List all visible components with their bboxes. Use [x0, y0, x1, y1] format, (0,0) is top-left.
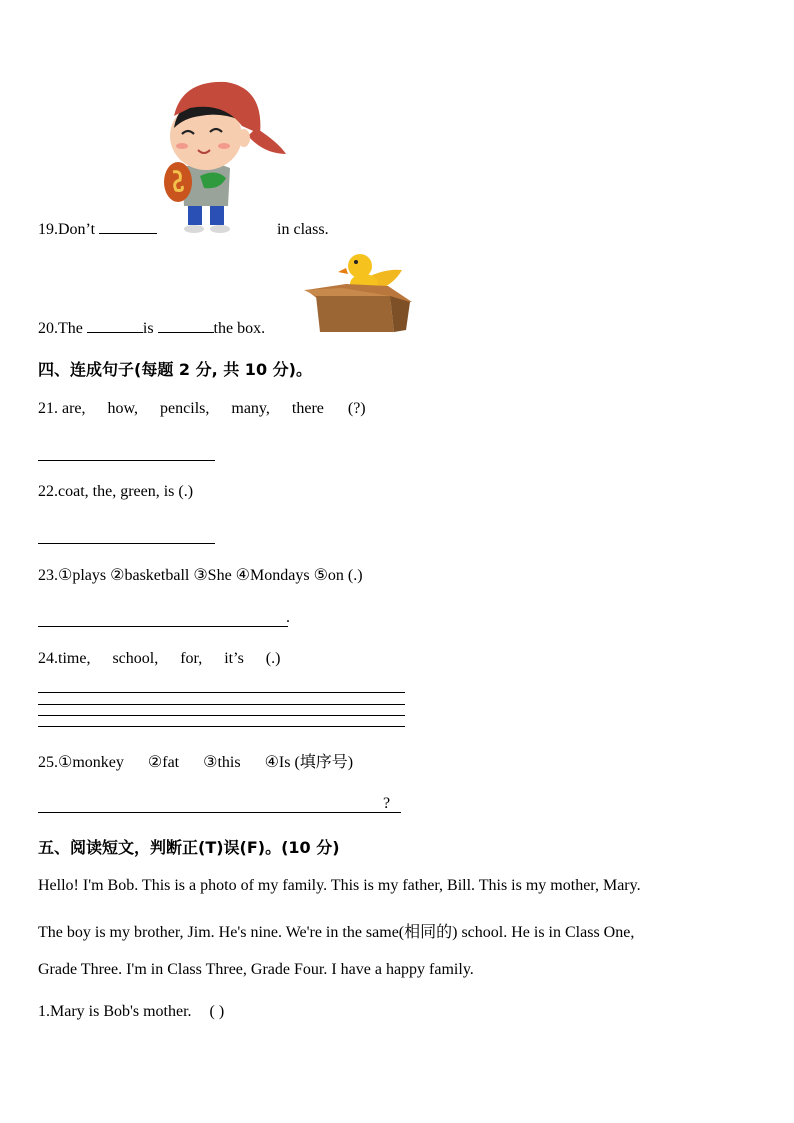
question-text: 1.Mary is Bob's mother. — [38, 1003, 192, 1020]
answer-parentheses[interactable]: ( ) — [209, 1003, 225, 1020]
word-option: there — [291, 400, 324, 417]
question-number: 20. — [38, 320, 58, 337]
question-text: the box. — [213, 320, 266, 337]
word-option: many, — [231, 400, 270, 417]
question-20 — [38, 318, 265, 339]
section-4-heading: 四、连成句子(每题 2 分, 共 10 分)。 — [38, 360, 312, 379]
judgment-question-1 — [38, 1002, 224, 1022]
word-option: time, — [58, 650, 91, 667]
question-22: 22.coat, the, green, is (.) — [38, 483, 194, 500]
passage-line: Grade Three. I'm in Class Three, Grade Four. I have a happy family. — [38, 961, 474, 978]
question-number: 24. — [38, 650, 58, 667]
word-option: it’s — [224, 650, 244, 667]
end-mark: . — [286, 609, 290, 626]
passage-line: The boy is my brother, Jim. He's nine. We're in the same(相同的) school. He is in Class One, — [38, 924, 635, 941]
duck-in-box-illustration — [302, 250, 416, 334]
question-19 — [38, 219, 329, 240]
question-23: 23.①plays ②basketball ③She ④Mondays ⑤on (.) — [38, 567, 363, 584]
passage-line: Hello! I'm Bob. This is a photo of my family. This is my father, Bill. This is my mother, Mary. — [38, 877, 641, 894]
question-text: Don’t — [58, 221, 96, 238]
word-option: ④Is (填序号) — [264, 754, 354, 771]
writing-line[interactable] — [38, 726, 405, 727]
word-option: ①monkey — [58, 754, 124, 771]
question-number: 19. — [38, 221, 58, 238]
writing-line[interactable] — [38, 704, 405, 705]
writing-line[interactable] — [38, 692, 405, 693]
answer-blank[interactable] — [87, 318, 143, 333]
word-option: ③this — [203, 754, 241, 771]
word-option: (.) — [265, 650, 281, 667]
answer-line[interactable] — [38, 460, 215, 461]
word-option: (?) — [347, 400, 366, 417]
answer-blank[interactable] — [99, 219, 157, 234]
word-option: ②fat — [147, 754, 180, 771]
word-option: are, — [62, 400, 86, 417]
answer-line[interactable] — [38, 543, 215, 544]
question-21 — [38, 399, 366, 419]
answer-line[interactable] — [38, 626, 288, 627]
section-5-heading: 五、阅读短文，判断正(T)误(F)。(10 分) — [38, 838, 340, 857]
question-number: 21. — [38, 400, 58, 417]
word-option: how, — [107, 400, 139, 417]
question-25 — [38, 753, 353, 773]
writing-line[interactable] — [38, 715, 405, 716]
end-mark: ? — [383, 795, 391, 812]
answer-blank[interactable] — [158, 318, 214, 333]
question-number: 25. — [38, 754, 58, 771]
question-text: in class. — [277, 221, 329, 238]
word-option: pencils, — [160, 400, 210, 417]
word-option: for, — [180, 650, 203, 667]
answer-line[interactable] — [38, 812, 401, 813]
question-text: The — [58, 320, 83, 337]
question-24 — [38, 649, 280, 669]
question-text: is — [142, 320, 154, 337]
word-option: school, — [112, 650, 159, 667]
boy-eating-illustration — [160, 76, 290, 236]
